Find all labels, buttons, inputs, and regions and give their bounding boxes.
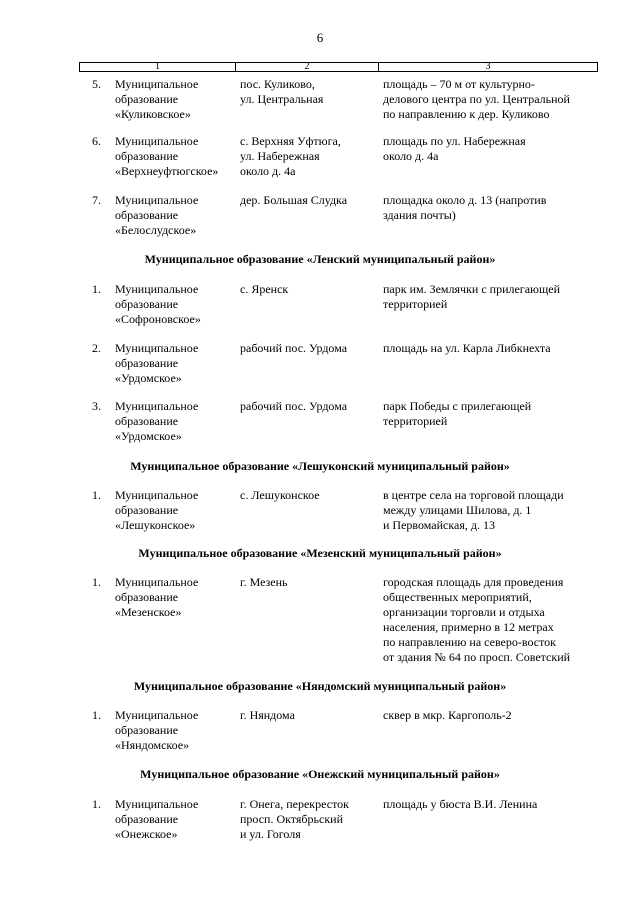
row-number: 1.	[92, 797, 101, 811]
municipality-cell: Муниципальное образование «Белослудское»	[115, 193, 199, 237]
section-title-lensky: Муниципальное образование «Ленский муниципальный район»	[144, 252, 496, 266]
municipality-cell: Муниципальное образование «Софроновское»	[115, 282, 201, 326]
municipality-cell: Муниципальное образование «Мезенское»	[115, 575, 199, 619]
settlement-cell: рабочий пос. Урдома	[240, 341, 348, 355]
municipality-cell: Муниципальное образование «Урдомское»	[115, 341, 199, 385]
municipality-cell: Муниципальное образование «Лешуконское»	[115, 488, 199, 532]
settlement-cell: г. Няндома	[240, 708, 295, 722]
section-title-mezensky: Муниципальное образование «Мезенский муниципальный район»	[138, 546, 502, 560]
row-number: 6.	[92, 134, 101, 148]
municipality-cell: Муниципальное образование «Няндомское»	[115, 708, 199, 752]
place-cell: в центре села на торговой площади между улицами Шилова, д. 1 и Первомайская, д. 13	[383, 488, 564, 532]
column-header-2: 2	[236, 63, 379, 71]
table-header	[79, 62, 598, 72]
municipality-cell: Муниципальное образование «Урдомское»	[115, 399, 199, 443]
place-cell: парк Победы с прилегающей территорией	[383, 399, 532, 428]
place-cell: городская площадь для проведения общественных мероприятий, организации торговли и отдыха населения, примерно в 12 метрах по направлению на северо-восток от здания № 64 по просп. Советский	[383, 575, 571, 664]
settlement-cell: г. Онега, перекресток просп. Октябрьский и ул. Гоголя	[240, 797, 350, 841]
row-number: 7.	[92, 193, 101, 207]
place-cell: площадь на ул. Карла Либкнехта	[383, 341, 551, 355]
place-cell: сквер в мкр. Каргополь-2	[383, 708, 512, 722]
row-number: 1.	[92, 575, 101, 589]
place-cell: площадь у бюста В.И. Ленина	[383, 797, 538, 811]
settlement-cell: рабочий пос. Урдома	[240, 399, 348, 413]
section-title-onezhsky: Муниципальное образование «Онежский муниципальный район»	[140, 767, 500, 781]
settlement-cell: пос. Куликово, ул. Центральная	[240, 77, 324, 106]
settlement-cell: г. Мезень	[240, 575, 288, 589]
row-number: 1.	[92, 708, 101, 722]
settlement-cell: дер. Большая Слудка	[240, 193, 348, 207]
settlement-cell: с. Яренск	[240, 282, 289, 296]
column-header-1: 1	[80, 63, 236, 71]
settlement-cell: с. Лешуконское	[240, 488, 320, 502]
settlement-cell: с. Верхняя Уфтюга, ул. Набережная около д. 4а	[240, 134, 341, 178]
place-cell: площадь по ул. Набережная около д. 4а	[383, 134, 526, 163]
section-title-nyandomsky: Муниципальное образование «Няндомский муниципальный район»	[133, 679, 507, 693]
place-cell: площадка около д. 13 (напротив здания почты)	[383, 193, 547, 222]
row-number: 3.	[92, 399, 101, 413]
place-cell: парк им. Землячки с прилегающей территорией	[383, 282, 561, 311]
place-cell: площадь – 70 м от культурно- делового центра по ул. Центральной по направлению к дер. Куликово	[383, 77, 570, 121]
column-header-3: 3	[485, 61, 491, 72]
row-number: 5.	[92, 77, 101, 91]
row-number: 2.	[92, 341, 101, 355]
municipality-cell: Муниципальное образование «Куликовское»	[115, 77, 199, 121]
section-title-leshukonsky: Муниципальное образование «Лешуконский муниципальный район»	[130, 459, 510, 473]
row-number: 1.	[92, 282, 101, 296]
municipality-cell: Муниципальное образование «Верхнеуфтюгское»	[115, 134, 219, 178]
municipality-cell: Муниципальное образование «Онежское»	[115, 797, 199, 841]
page-number: 6	[316, 30, 324, 45]
row-number: 1.	[92, 488, 101, 502]
